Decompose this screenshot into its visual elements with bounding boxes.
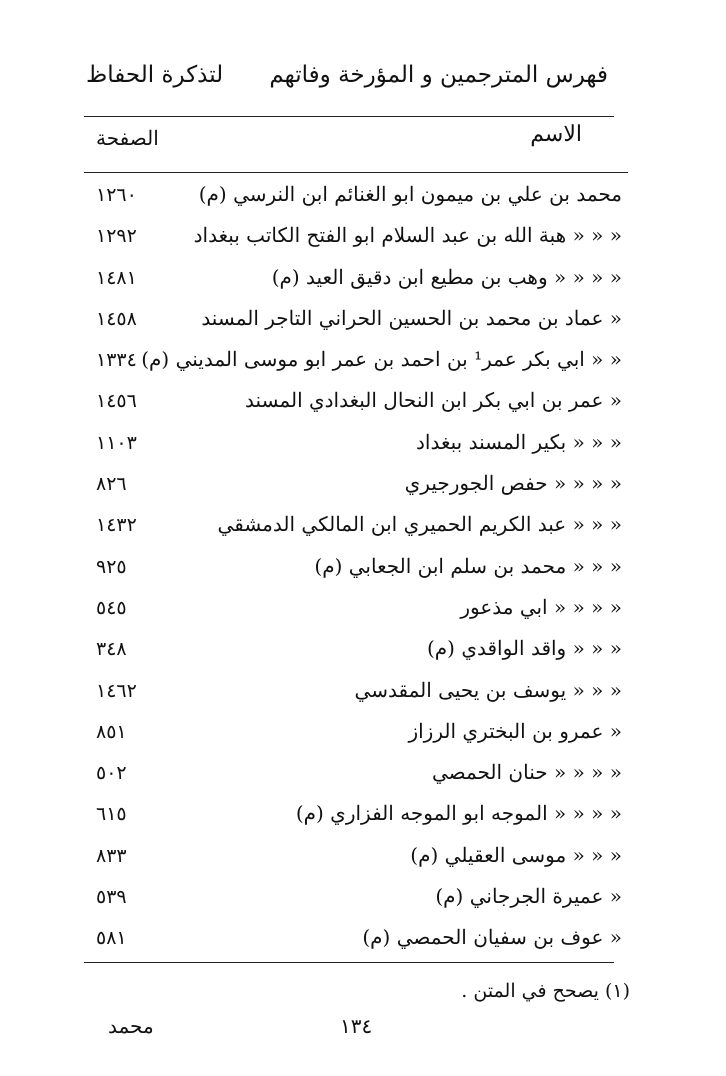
entry-page: ٨٣٣ bbox=[96, 844, 127, 867]
entry-name: « عوف بن سفيان الحمصي (م) bbox=[362, 925, 622, 950]
entry-page: ٥٠٢ bbox=[96, 762, 127, 785]
entry-name: « عماد بن محمد بن الحسين الحراني التاجر المسند bbox=[201, 305, 622, 330]
list-item bbox=[96, 919, 622, 960]
entry-name: محمد بن علي بن ميمون ابو الغنائم ابن النرسي (م) bbox=[198, 182, 622, 206]
index-list bbox=[96, 176, 622, 961]
entry-name: « « « « ابي مذعور bbox=[460, 594, 622, 619]
header-rule bbox=[84, 172, 628, 173]
list-item bbox=[96, 217, 622, 258]
top-rule bbox=[84, 116, 614, 117]
entry-name: « « « عبد الكريم الحميري ابن المالكي الدمشقي bbox=[217, 512, 622, 537]
entry-page: ٥٣٩ bbox=[96, 886, 127, 909]
entry-page: ٥٤٥ bbox=[96, 596, 127, 619]
entry-page: ٨٥١ bbox=[96, 720, 127, 743]
entry-name: « « « بكير المسند ببغداد bbox=[416, 429, 622, 454]
page-number: ١٣٤ bbox=[340, 1014, 373, 1038]
entry-page: ١٤٨١ bbox=[96, 266, 137, 289]
list-item bbox=[96, 589, 622, 630]
list-item bbox=[96, 259, 622, 300]
entry-page: ١٤٥٨ bbox=[96, 307, 137, 330]
footnote-rule bbox=[84, 962, 614, 963]
footnote: (١) يصحح في المتن . bbox=[461, 980, 630, 1002]
entry-page: ١٢٩٢ bbox=[96, 225, 137, 248]
entry-page: ٨٢٦ bbox=[96, 473, 127, 496]
entry-page: ٦١٥ bbox=[96, 803, 127, 826]
list-item bbox=[96, 795, 622, 836]
page-column-header: الصفحة bbox=[96, 126, 159, 150]
entry-name: « « « واقد الواقدي (م) bbox=[426, 636, 622, 661]
list-item bbox=[96, 754, 622, 795]
list-item bbox=[96, 300, 622, 341]
entry-name: « « « « حنان الحمصي bbox=[431, 760, 622, 785]
list-item bbox=[96, 713, 622, 754]
entry-page: ١٤٣٢ bbox=[96, 514, 137, 537]
entry-name: « عميرة الجرجاني (م) bbox=[435, 884, 622, 909]
list-item bbox=[96, 506, 622, 547]
list-item bbox=[96, 837, 622, 878]
list-item bbox=[96, 630, 622, 671]
entry-name: « « ابي بكر عمر¹ بن احمد بن عمر ابو موسى المديني (م) bbox=[141, 347, 622, 372]
list-item bbox=[96, 176, 622, 217]
list-item bbox=[96, 465, 622, 506]
entry-page: ٥٨١ bbox=[96, 927, 127, 950]
entry-page: ١٤٦٢ bbox=[96, 679, 137, 702]
list-item bbox=[96, 548, 622, 589]
list-item bbox=[96, 424, 622, 465]
entry-name: « « « « الموجه ابو الموجه الفزاري (م) bbox=[295, 801, 622, 826]
entry-name: « « « يوسف بن يحيى المقدسي bbox=[354, 677, 622, 702]
entry-name: « عمرو بن البختري الرزاز bbox=[408, 718, 622, 743]
entry-name: « « « محمد بن سلم ابن الجعابي (م) bbox=[314, 553, 622, 578]
list-item bbox=[96, 382, 622, 423]
entry-page: ١٢٦٠ bbox=[96, 184, 137, 206]
list-item bbox=[96, 341, 622, 382]
entry-name: « عمر بن ابي بكر ابن النحال البغدادي المسند bbox=[245, 388, 622, 413]
entry-page: ١٤٥٦ bbox=[96, 390, 137, 413]
list-item bbox=[96, 878, 622, 919]
entry-page: ١٣٣٤ bbox=[96, 349, 137, 372]
entry-name: « « « موسى العقيلي (م) bbox=[410, 842, 622, 867]
catchword: محمد bbox=[108, 1014, 154, 1038]
entry-name: « « « « حفص الجورجيري bbox=[404, 471, 622, 496]
book-title: لتذكرة الحفاظ bbox=[86, 62, 224, 88]
list-item bbox=[96, 672, 622, 713]
running-title: فهرس المترجمين و المؤرخة وفاتهم bbox=[269, 62, 608, 88]
entry-name: « « « هبة الله بن عبد السلام ابو الفتح الكاتب ببغداد bbox=[193, 223, 622, 248]
entry-name: « « « « وهب بن مطيع ابن دقيق العيد (م) bbox=[271, 264, 622, 289]
entry-page: ٩٢٥ bbox=[96, 555, 127, 578]
name-column-header: الاسم bbox=[530, 122, 582, 147]
entry-page: ٣٤٨ bbox=[96, 638, 127, 661]
entry-page: ١١٠٣ bbox=[96, 431, 137, 454]
